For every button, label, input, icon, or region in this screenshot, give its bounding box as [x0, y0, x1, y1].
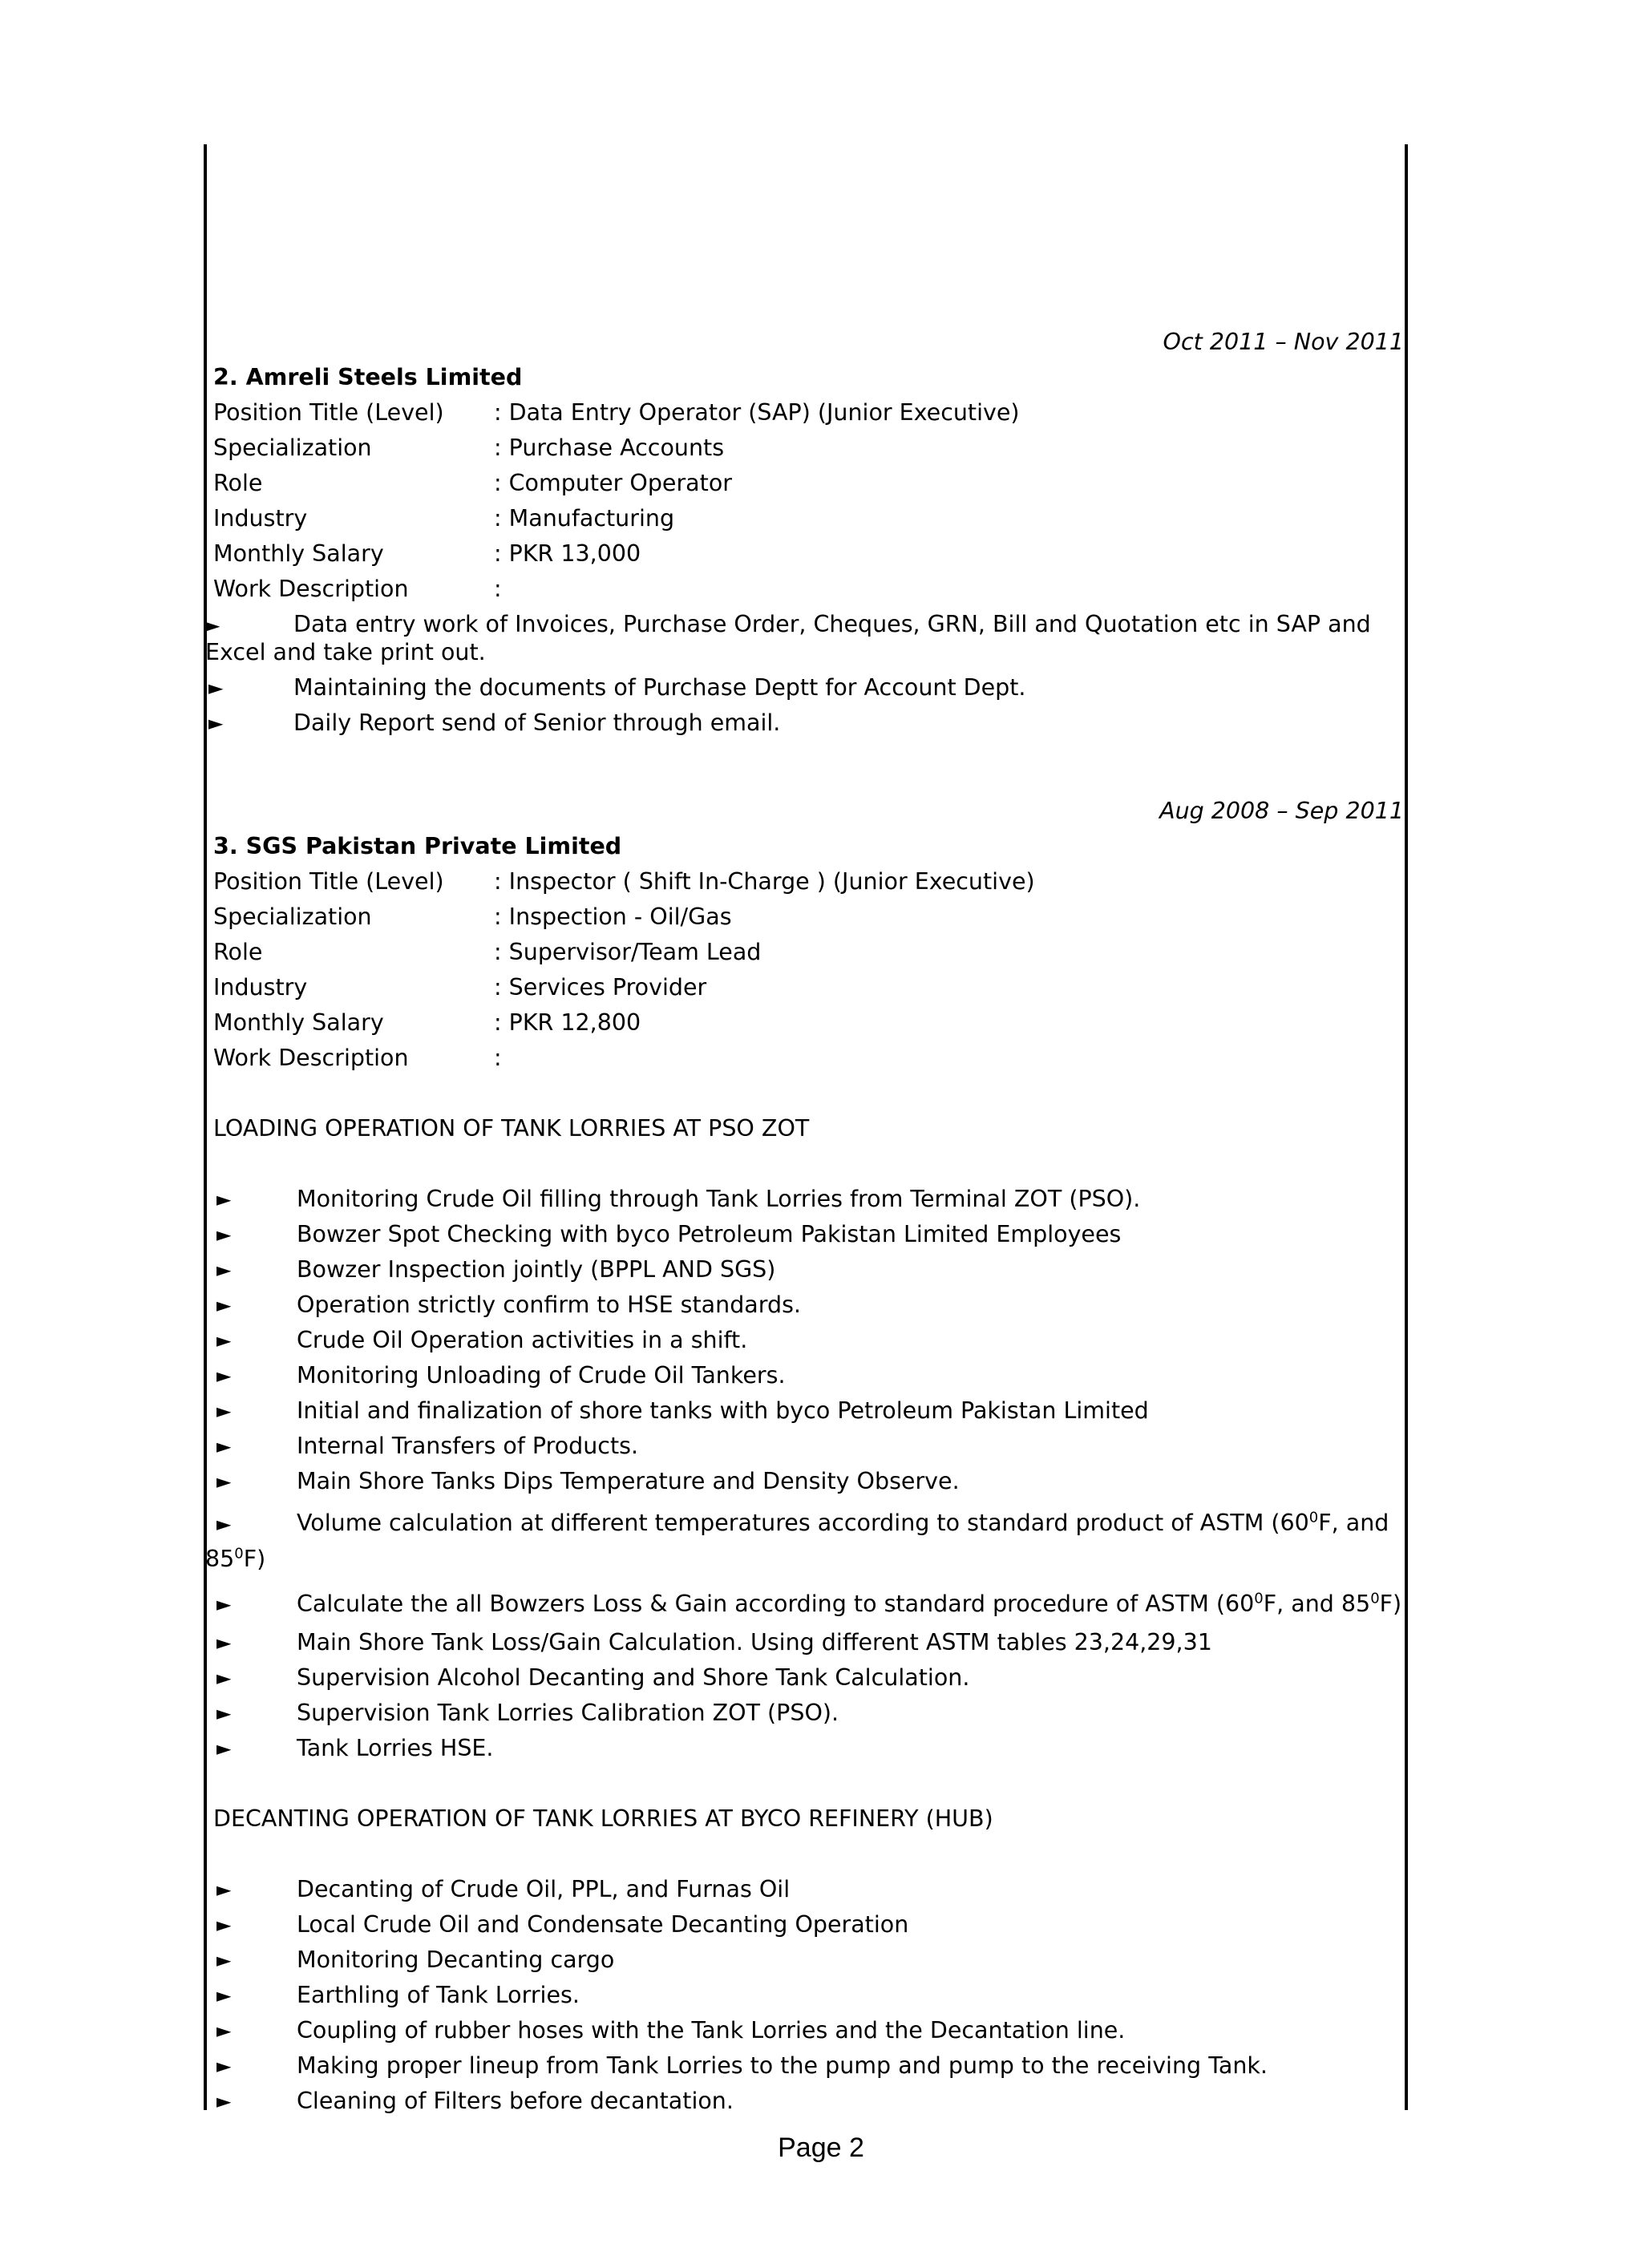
- bullet-text: Operation strictly confirm to HSE standards.: [297, 1292, 801, 1318]
- bullet-arrow-icon: ►: [208, 712, 224, 734]
- bullet-arrow-icon: ►: [216, 1259, 232, 1281]
- bullet-text: Monitoring Unloading of Crude Oil Tankers.: [297, 1362, 786, 1389]
- bullet-item: [213, 1252, 1404, 1288]
- bullet-arrow-icon: ►: [216, 1667, 232, 1689]
- field-row: [213, 970, 1404, 1005]
- bullet-arrow-icon: ►: [216, 1364, 232, 1387]
- bullet-text: Decanting of Crude Oil, PPL, and Furnas Oil: [297, 1876, 791, 1902]
- bullet-item: [213, 1872, 1404, 1907]
- right-border-line: [1405, 144, 1408, 2110]
- bullet-item: [213, 1358, 1404, 1393]
- bullet-arrow-icon: ►: [216, 1631, 232, 1654]
- bullet-text: F): [243, 1546, 266, 1572]
- field-value: : Manufacturing: [494, 505, 675, 532]
- bullet-item: [213, 1731, 1404, 1766]
- bullet-text: Initial and finalization of shore tanks with byco Petroleum Pakistan Limited: [297, 1397, 1149, 1424]
- superscript-degree: 0: [1308, 1509, 1319, 1526]
- field-label: Role: [213, 939, 263, 965]
- bullet-arrow-icon: ►: [216, 1593, 232, 1615]
- bullet-text-part: F, and 85: [1263, 1591, 1371, 1617]
- bullet-item: [213, 1393, 1404, 1429]
- bullet-item: [213, 1978, 1404, 2013]
- company-name: 3. SGS Pakistan Private Limited: [213, 833, 622, 859]
- bullet-text: Tank Lorries HSE.: [297, 1735, 494, 1761]
- field-value: : Purchase Accounts: [494, 435, 725, 461]
- bullet-text: Bowzer Inspection jointly (BPPL AND SGS): [297, 1256, 776, 1283]
- bullet-text: Coupling of rubber hoses with the Tank Lorries and the Decantation line.: [297, 2017, 1126, 2044]
- field-value: : Computer Operator: [494, 470, 732, 496]
- bullet-arrow-icon: ►: [216, 1949, 232, 1971]
- bullet-arrow-icon: ►: [208, 677, 224, 699]
- bullet-item: [213, 1288, 1404, 1323]
- bullet-arrow-icon: ►: [205, 614, 220, 637]
- bullet-arrow-icon: ►: [216, 1878, 232, 1901]
- resume-content: [205, 325, 1404, 2119]
- field-row: [213, 935, 1404, 970]
- field-row: [213, 864, 1404, 900]
- bullet-item: [213, 1577, 1404, 1625]
- superscript-degree: 0: [1254, 1590, 1264, 1607]
- field-label: Monthly Salary: [213, 540, 384, 567]
- field-row: [213, 501, 1404, 536]
- field-value: : Inspection - Oil/Gas: [494, 904, 732, 930]
- bullet-text: [297, 1583, 1401, 1625]
- field-label: Role: [213, 470, 263, 496]
- bullet-item: [208, 705, 1404, 741]
- bullet-arrow-icon: ►: [216, 1223, 232, 1246]
- job-date: Oct 2011 – Nov 2011: [1163, 329, 1404, 355]
- field-row: [213, 536, 1404, 572]
- bullet-item: [213, 2013, 1404, 2048]
- bullet-item: [213, 1429, 1404, 1464]
- bullet-text: Internal Transfers of Products.: [297, 1433, 639, 1459]
- bullet-arrow-icon: ►: [216, 1435, 232, 1457]
- field-label: Industry: [213, 974, 308, 1001]
- bullet-arrow-icon: ►: [216, 1513, 232, 1535]
- bullet-text: Daily Report send of Senior through email.: [293, 710, 781, 736]
- bullet-item: [213, 2084, 1404, 2119]
- bullet-arrow-icon: ►: [216, 1702, 232, 1724]
- field-row: [213, 1005, 1404, 1041]
- bullet-text: Making proper lineup from Tank Lorries to the pump and pump to the receiving Tank.: [297, 2052, 1268, 2079]
- bullet-text: Main Shore Tanks Dips Temperature and Density Observe.: [297, 1468, 960, 1494]
- bullet-text: Crude Oil Operation activities in a shift.: [297, 1327, 748, 1353]
- bullet-arrow-icon: ►: [216, 1470, 232, 1493]
- field-value: : Supervisor/Team Lead: [494, 939, 762, 965]
- field-row: [213, 1041, 1404, 1076]
- bullet-arrow-icon: ►: [216, 2090, 232, 2112]
- field-label: Monthly Salary: [213, 1009, 384, 1036]
- bullet-text: 85: [205, 1546, 235, 1572]
- field-label: Work Description: [213, 576, 409, 602]
- bullet-text: Supervision Tank Lorries Calibration ZOT (PSO).: [297, 1700, 839, 1726]
- field-value: : PKR 12,800: [494, 1009, 641, 1036]
- field-label: Position Title (Level): [213, 399, 444, 426]
- bullet-item: [208, 670, 1404, 705]
- field-value: : Inspector ( Shift In-Charge ) (Junior Executive): [494, 868, 1035, 895]
- bullet-text: Bowzer Spot Checking with byco Petroleum Pakistan Limited Employees: [297, 1221, 1122, 1247]
- company-name: 2. Amreli Steels Limited: [213, 364, 523, 390]
- field-value: :: [494, 1045, 502, 1071]
- bullet-item: [213, 1323, 1404, 1358]
- bullet-item: [205, 1499, 1404, 1577]
- bullet-text: Main Shore Tank Loss/Gain Calculation. Using different ASTM tables 23,24,29,31: [297, 1629, 1212, 1656]
- section-heading: LOADING OPERATION OF TANK LORRIES AT PSO ZOT: [213, 1115, 810, 1142]
- bullet-text-part: Calculate the all Bowzers Loss & Gain according to standard procedure of ASTM (60: [297, 1591, 1255, 1617]
- field-row: [213, 900, 1404, 935]
- bullet-text: Cleaning of Filters before decantation.: [297, 2088, 734, 2114]
- bullet-arrow-icon: ►: [216, 1914, 232, 1936]
- bullet-item: [213, 1464, 1404, 1499]
- bullet-item: [213, 2048, 1404, 2084]
- bullet-text: F, and: [1318, 1510, 1389, 1536]
- field-label: Industry: [213, 505, 308, 532]
- page-number: Page 2: [778, 2133, 864, 2163]
- bullet-text: Monitoring Decanting cargo: [297, 1947, 615, 1973]
- bullet-arrow-icon: ►: [216, 1294, 232, 1316]
- bullet-item: [213, 1625, 1404, 1660]
- bullet-item: [213, 1943, 1404, 1978]
- field-value: : Data Entry Operator (SAP) (Junior Executive): [494, 399, 1020, 426]
- field-label: Work Description: [213, 1045, 409, 1071]
- section-heading: DECANTING OPERATION OF TANK LORRIES AT BYCO REFINERY (HUB): [213, 1805, 993, 1832]
- bullet-text: Local Crude Oil and Condensate Decanting Operation: [297, 1911, 909, 1938]
- bullet-arrow-icon: ►: [216, 1329, 232, 1352]
- bullet-item: [213, 1696, 1404, 1731]
- bullet-text: Volume calculation at different temperatures according to standard product of ASTM (60: [297, 1510, 1309, 1536]
- bullet-text: Monitoring Crude Oil filling through Tank Lorries from Terminal ZOT (PSO).: [297, 1186, 1141, 1212]
- bullet-text: Earthling of Tank Lorries.: [297, 1982, 580, 2008]
- field-value: : PKR 13,000: [494, 540, 641, 567]
- field-row: [213, 395, 1404, 431]
- field-row: [213, 572, 1404, 607]
- field-label: Specialization: [213, 435, 372, 461]
- bullet-arrow-icon: ►: [216, 2019, 232, 2042]
- field-value: :: [494, 576, 502, 602]
- field-label: Position Title (Level): [213, 868, 444, 895]
- superscript-degree: 0: [1370, 1590, 1380, 1607]
- left-border-line: [204, 144, 207, 2110]
- bullet-text-part: F): [1379, 1591, 1402, 1617]
- bullet-arrow-icon: ►: [216, 1400, 232, 1422]
- job-date: Aug 2008 – Sep 2011: [1159, 798, 1404, 824]
- bullet-text: Data entry work of Invoices, Purchase Order, Cheques, GRN, Bill and Quotation etc in SAP and Excel and take print out.: [205, 611, 1371, 665]
- bullet-arrow-icon: ►: [216, 1188, 232, 1211]
- field-row: [213, 431, 1404, 466]
- bullet-arrow-icon: ►: [216, 1737, 232, 1760]
- bullet-item: [213, 1660, 1404, 1696]
- bullet-item: [213, 1217, 1404, 1252]
- bullet-item: [205, 607, 1404, 670]
- field-row: [213, 466, 1404, 501]
- bullet-item: [213, 1182, 1404, 1217]
- field-label: Specialization: [213, 904, 372, 930]
- bullet-text: Maintaining the documents of Purchase Deptt for Account Dept.: [293, 674, 1026, 701]
- bullet-text: Supervision Alcohol Decanting and Shore Tank Calculation.: [297, 1664, 970, 1691]
- superscript-degree: 0: [234, 1545, 244, 1563]
- bullet-arrow-icon: ►: [216, 2055, 232, 2077]
- bullet-item: [213, 1907, 1404, 1943]
- field-value: : Services Provider: [494, 974, 707, 1001]
- bullet-arrow-icon: ►: [216, 1984, 232, 2007]
